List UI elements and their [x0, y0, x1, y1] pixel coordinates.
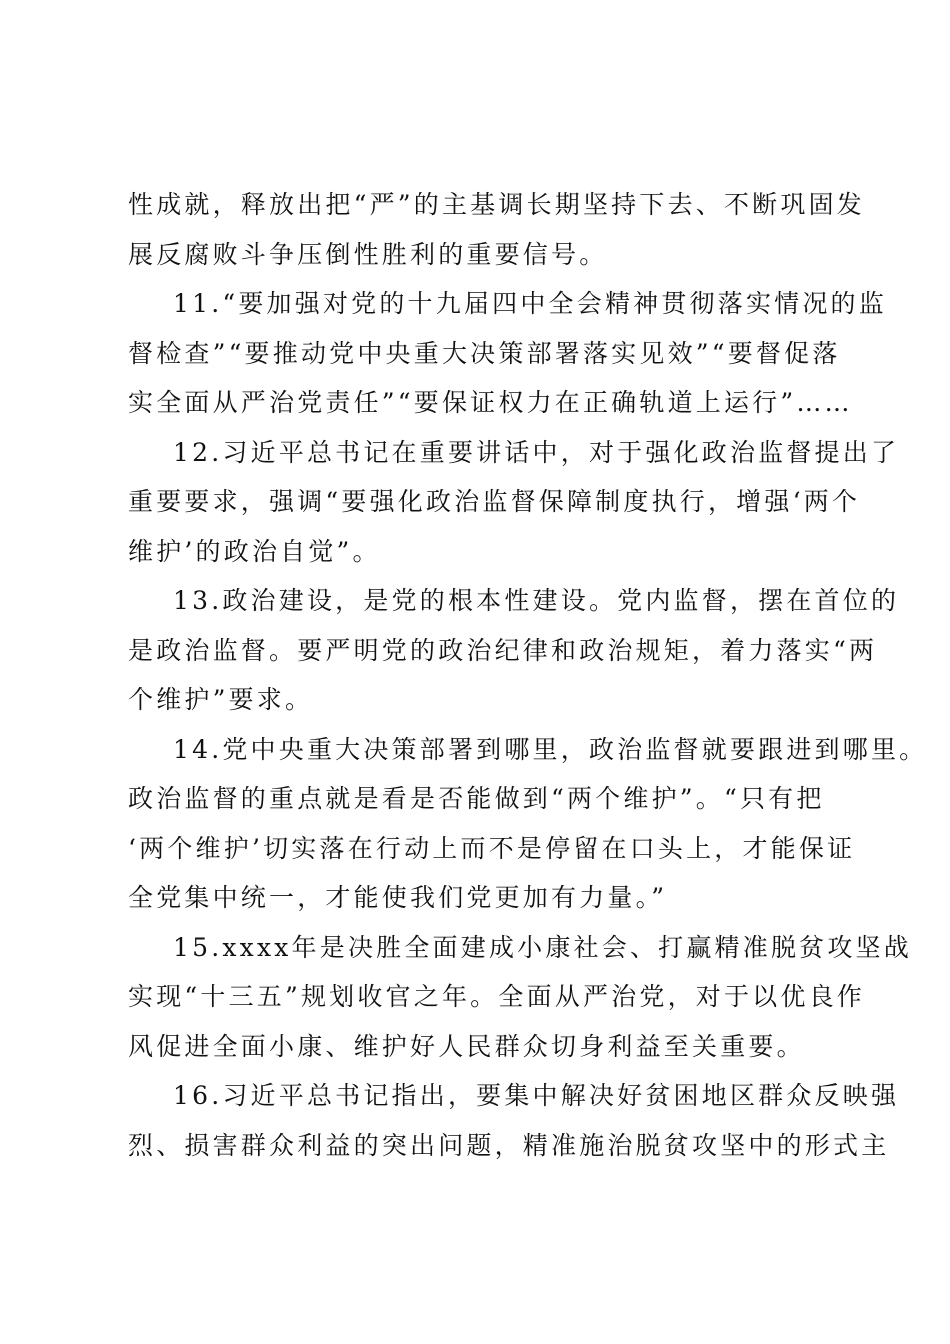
text-line: 实全面从严治党责任”“要保证权力在正确轨道上运行”…… [128, 388, 853, 417]
body-text [128, 180, 928, 1170]
text-line: 政治监督的重点就是看是否能做到“两个维护”。“只有把 [128, 784, 825, 813]
text-line: 实现“十三五”规划收官之年。全面从严治党，对于以优良作 [128, 982, 865, 1011]
paragraph-start-11: 11.“要加强对党的十九届四中全会精神贯彻落实情况的监 [173, 289, 887, 318]
text-line: 督检查”“要推动党中央重大决策部署落实见效”“要督促落 [128, 338, 841, 368]
text-line: 个维护”要求。 [128, 685, 314, 714]
paragraph-start-12: 12.习近平总书记在重要讲话中，对于强化政治监督提出了 [173, 437, 900, 467]
text-line: 展反腐败斗争压倒性胜利的重要信号。 [128, 239, 608, 269]
text-line: 维护’的政治自觉”。 [128, 536, 381, 566]
text-line: 性成就，释放出把“严”的主基调长期坚持下去、不断巩固发 [128, 190, 865, 219]
paragraph-start-14: 14.党中央重大决策部署到哪里，政治监督就要跟进到哪里。 [173, 734, 928, 764]
text-line: 风促进全面小康、维护好人民群众切身利益至关重要。 [128, 1031, 805, 1061]
paragraph-start-15: 15.xxxx年是决胜全面建成小康社会、打赢精准脱贫攻坚战 [173, 932, 912, 962]
paragraph-start-16: 16.习近平总书记指出，要集中解决好贫困地区群众反映强 [173, 1081, 900, 1110]
paragraph-start-13: 13.政治建设，是党的根本性建设。党内监督，摆在首位的 [173, 586, 900, 615]
text-line: 全党集中统一，才能使我们党更加有力量。” [128, 883, 668, 912]
text-line: ‘两个维护’切实落在行动上而不是停留在口头上，才能保证 [128, 833, 856, 863]
text-line: 烈、损害群众利益的突出问题，精准施治脱贫攻坚中的形式主 [128, 1130, 890, 1160]
text-line: 重要要求，强调“要强化政治监督保障制度执行，增强‘两个 [128, 487, 861, 516]
text-line: 是政治监督。要严明党的政治纪律和政治规矩，着力落实“两 [128, 635, 878, 665]
